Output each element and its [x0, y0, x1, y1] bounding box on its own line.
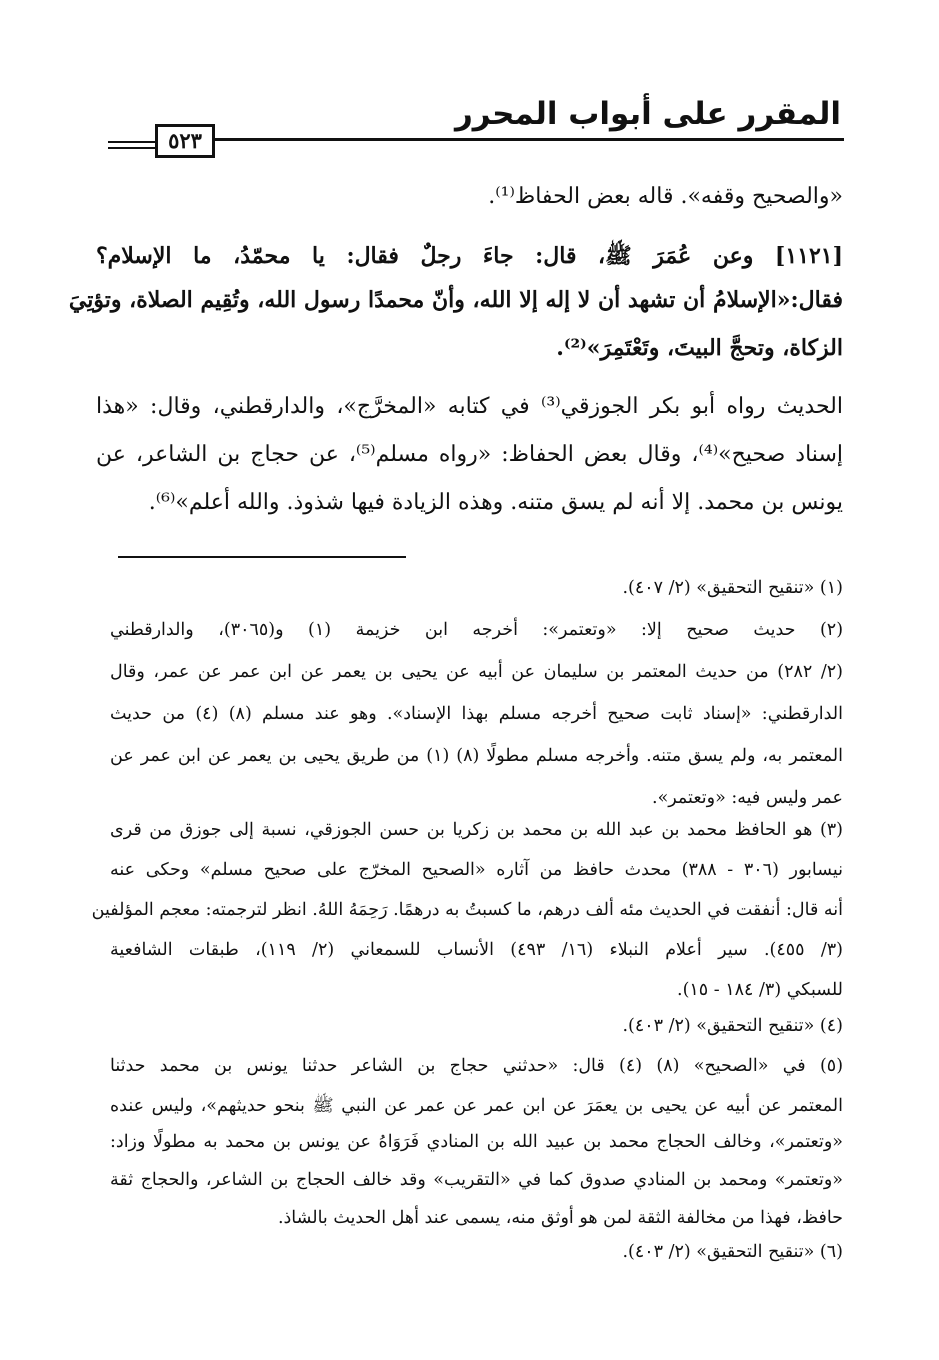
footnote-line: للسبكي (٣/ ١٨٤ - ١٥). [677, 980, 843, 1000]
footnote-line: «وتعتمر» ومحمد بن المنادي صدوق كما في «التقريب» وقد خالف الحجاج بن الشاعر، والحجاج ثقة [110, 1170, 843, 1190]
hadith-matn-line: فقال:«الإسلامُ أن تشهد أن لا إله إلا الله، وأنّ محمدًا رسول الله، وتُقِيم الصلاة، وتؤتِيَ [68, 287, 843, 313]
footnote-line: (٥) في «الصحيح» (٨) (٤) قال: «حدثني حجاج بن الشاعر حدثنا يونس بن محمد حدثنا [110, 1056, 844, 1076]
footnote-line: نيسابور (٣٠٦ - ٣٨٨) محدث حافظ من آثاره «الصحيح المخرّج على صحيح مسلم» وحكى عنه [110, 860, 843, 880]
header-rule [215, 138, 844, 141]
header-rule-left-bottom [108, 147, 156, 149]
page-number: ٥٢٣ [155, 124, 215, 158]
footnote-line: الدارقطني: «إسناد ثابت صحيح أخرجه مسلم بهذا الإسناد». وهو عند مسلم (٨) (٤) من حديث [110, 704, 843, 724]
footnote-line: (٣/ ٤٥٥). سير أعلام النبلاء (١٦/ ٤٩٣) الأنساب للسمعاني (٢/ ١١٩)، طبقات الشافعية [110, 940, 843, 960]
hadith-line: [١١٢١] وعن عُمَرَ ﷺ، قال: جاءَ رجلٌ فقال: يا محمّدُ، ما الإسلام؟ [96, 243, 843, 269]
footnote-line: (٢/ ٢٨٢) من حديث المعتمر بن سليمان عن أبيه عن يحيى بن يعمر عن ابن عمر عن عمر، وقال [110, 662, 843, 682]
footnote-line: المعتمر به، ولم يسق متنه. وأخرجه مسلم مطولًا (٨) (١) من طريق يحيى بن يعمر عن ابن عمر عن [110, 746, 844, 766]
footnote-line: عمر وليس فيه: «وتعتمر». [652, 788, 843, 808]
footnote-line: المعتمر عن أبيه عن يحيى بن يعمَرَ عن ابن عمر عن عمر عن النبي ﷺ بنحو حديثهم»، وليس عنده [110, 1096, 843, 1116]
footnote-line: حافظ، فهذا من مخالفة الثقة لمن هو أوثق منه، يسمى عند أهل الحديث بالشاذ. [277, 1208, 843, 1228]
main-line: الحديث رواه أبو بكر الجوزقي⁽³⁾ في كتابه «المخرَّج»، والدارقطني، وقال: «هذا [96, 394, 843, 419]
running-header-title: المقرر على أبواب المحرر [454, 96, 841, 132]
footnote-line: (٦) «تنقيح التحقيق» (٢/ ٤٠٣). [622, 1242, 843, 1262]
header-rule-left-top [108, 141, 156, 143]
footnote-line: (١) «تنقيح التحقيق» (٢/ ٤٠٧). [622, 578, 843, 598]
footnote-line: (٤) «تنقيح التحقيق» (٢/ ٤٠٣). [622, 1016, 843, 1036]
main-line: إسناد صحيح»⁽⁴⁾، وقال بعض الحفاظ: «رواه مسلم⁽⁵⁾، عن حجاج بن الشاعر، عن [96, 442, 843, 467]
footnote-separator [118, 556, 406, 558]
main-line: «والصحيح وقفه». قاله بعض الحفاظ⁽¹⁾. [488, 184, 843, 209]
footnote-line: أنه قال: أنفقت في الحديث مئه ألف درهم، ما كسبتُ به درهمًا. رَحِمَهُ اللهُ. انظر لترجمته: معجم المؤلفين [91, 900, 843, 920]
hadith-matn-line: الزكاة، وتحجَّ البيتَ، وتَعْتَمِرَ»⁽²⁾. [556, 335, 843, 361]
footnote-line: «وتعتمر»، وخالف الحجاج محمد بن عبيد الله بن المنادي فَرَوَاهُ عن يونس بن محمد به مطولًا وزاد: [110, 1132, 843, 1152]
footnote-line: (٣) هو الحافظ محمد بن عبد الله بن محمد بن زكريا بن حسن الجوزقي، نسبة إلى جوزق من قرى [110, 820, 843, 840]
main-line: يونس بن محمد. إلا أنه لم يسق متنه. وهذه الزيادة فيها شذوذ. والله أعلم»⁽⁶⁾. [148, 490, 843, 515]
footnote-line: (٢) حديث صحيح إلا: «وتعتمر»: أخرجه ابن خزيمة (١) و(٣٠٦٥)، والدارقطني [110, 620, 844, 640]
